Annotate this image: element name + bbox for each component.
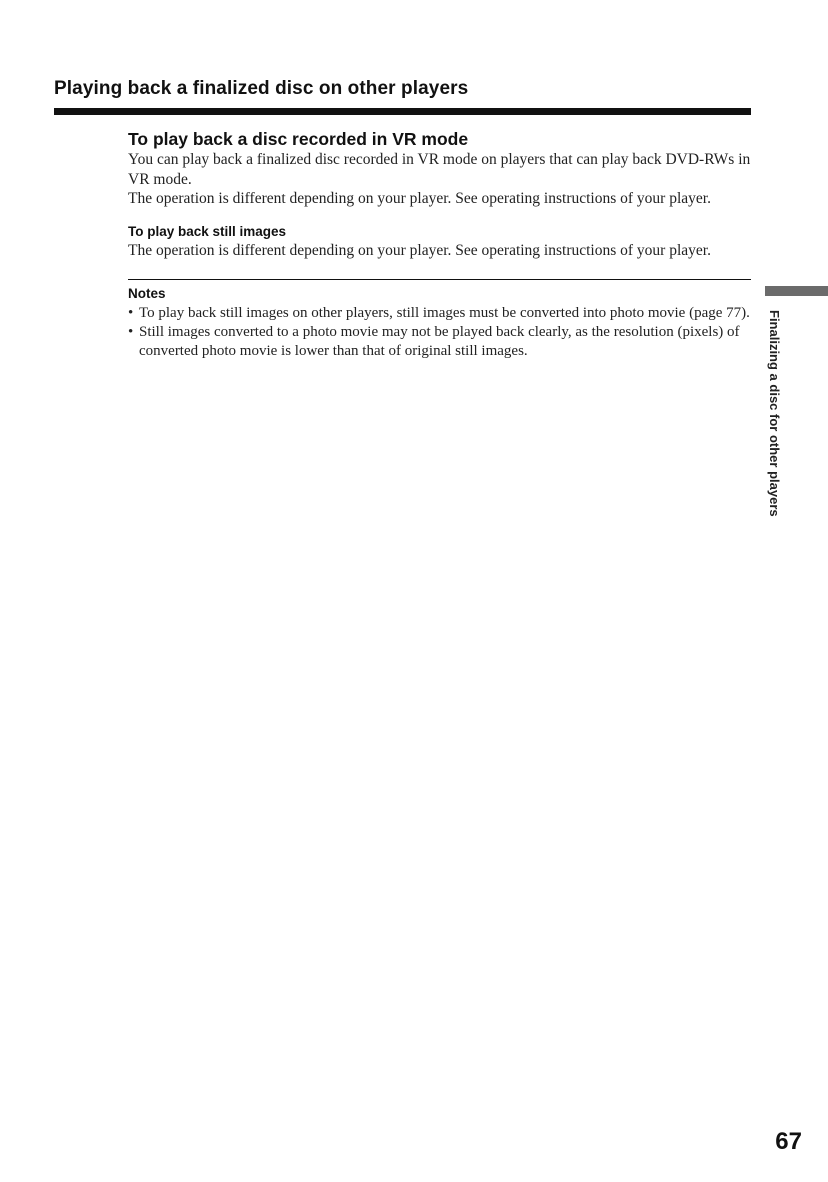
notes-divider	[128, 279, 751, 280]
note-text: To play back still images on other players, still images must be converted into photo movie (page 77).	[139, 305, 750, 321]
chapter-tab-marker	[765, 286, 828, 296]
chapter-tab-label: Finalizing a disc for other players	[767, 310, 782, 517]
bullet-icon: •	[128, 305, 134, 321]
page-number: 67	[775, 1128, 802, 1155]
note-item	[128, 323, 751, 361]
title-rule	[54, 108, 751, 115]
still-images-paragraph: The operation is different depending on your player. See operating instructions of your player.	[128, 241, 711, 259]
main-content	[128, 128, 751, 361]
section-title: Playing back a finalized disc on other players	[54, 78, 469, 99]
note-item	[128, 304, 751, 323]
notes-heading: Notes	[128, 286, 166, 301]
bullet-icon: •	[128, 324, 134, 340]
note-text: Still images converted to a photo movie may not be played back clearly, as the resolution (pixels) of converted photo movie is lower than that of original still images.	[139, 324, 740, 359]
vr-mode-paragraph-2: The operation is different depending on your player. See operating instructions of your player.	[128, 190, 711, 207]
vr-mode-heading: To play back a disc recorded in VR mode	[128, 129, 469, 149]
vr-mode-paragraph-1: You can play back a finalized disc recorded in VR mode on players that can play back DVD-RWs in VR mode.	[128, 151, 751, 188]
notes-list	[128, 304, 751, 361]
still-images-heading: To play back still images	[128, 223, 287, 239]
